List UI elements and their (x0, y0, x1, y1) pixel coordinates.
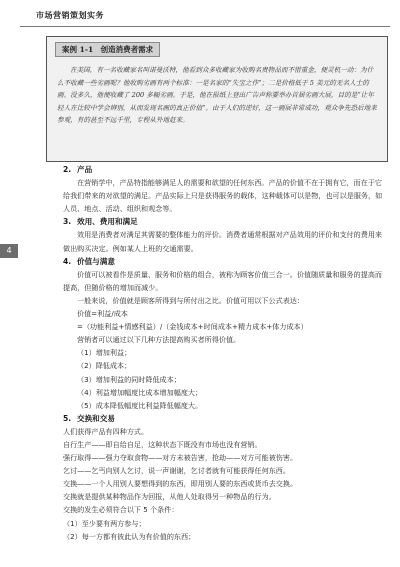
list-item: （2）降低成本； (77, 361, 132, 371)
running-header (20, 8, 390, 27)
section-number: 2. (63, 165, 72, 174)
section-heading-value (63, 255, 385, 268)
section-title: 产品 (77, 165, 93, 174)
section-title: 效用、费用和满足 (77, 217, 138, 227)
paragraph: 在营销学中，产品特指能够满足人的需要和欲望的任何东西。产品的价值不在于拥有它，而在于它给我们带来的对欲望的满足。产品实际上只是获得服务的载体，这种载体可以是物，也可以是服务，如人员、地点、活动、组织和观念等。 (63, 178, 383, 214)
case-label: 案例 1-1 创造消费者需求 (55, 42, 160, 57)
line: 交换的发生必须符合以下 5 个条件： (63, 505, 179, 515)
list-item: （4）利益增加幅度比成本增加幅度大； (77, 387, 203, 397)
formula: 价值=利益/成本 (77, 309, 128, 319)
paragraph: 人们获得产品有四种方式。 (63, 426, 149, 436)
line: 自行生产——即自给自足，这种状态下既没有市场也没有营销。 (63, 439, 262, 449)
section-number: 4. (63, 256, 72, 266)
main-content (63, 163, 385, 543)
section-title: 价值与满意 (77, 256, 115, 266)
section-number: 5. (63, 413, 72, 423)
case-study-box (46, 36, 388, 162)
paragraph: 一般来说，价值就是顾客所得到与所付出之比。价值可用以下公式表达： (77, 295, 304, 305)
list-item: （1）至少要有两方参与； (63, 518, 146, 528)
list-item: （2）每一方都有彼此认为有价值的东西； (63, 531, 196, 541)
paragraph: 价值可以被看作是质量、服务和价格的组合，被称为顾客价值三合一。价值随质量和服务的提高而提高，但随价格的增加而减少。 (63, 269, 383, 292)
formula: =（功能利益+情感利益）/（金钱成本+时间成本+精力成本+体力成本） (77, 322, 308, 332)
list-item: （3）增加利益的同时降低成本； (77, 374, 181, 384)
section-heading-utility (63, 215, 385, 228)
list-item: （5）成本降低幅度比利益降低幅度大。 (77, 400, 203, 410)
paragraph: 营销者可以通过以下几种方法提高购买者所得价值。 (77, 335, 241, 345)
line: 乞讨——乞丐向别人乞讨，说一声谢谢，乞讨者就有可能获得任何东西。 (63, 466, 290, 476)
section-heading-exchange (63, 412, 385, 425)
section-heading-product (63, 163, 385, 176)
section-number: 3. (63, 217, 72, 227)
header-title: 市场营销策划实务 (36, 11, 104, 20)
page-number-tab: 4 (0, 244, 18, 258)
paragraph: 效用是消费者对满足其需要的整体能力的评价。消费者通常根据对产品效用的评价和支付的费用来做出购买决定。例如某人上班的交通需要。 (63, 230, 383, 253)
section-title: 交换和交易 (77, 413, 115, 423)
list-item: （1）增加利益； (77, 348, 132, 358)
line: 强行取得——强力夺取食物——对方未被告害，抢劫——对方可能被伤害。 (63, 453, 298, 463)
case-text: 在美国，有一名收藏家名叫诺曼沃特，他看到众多收藏家为收购名贵物品而不惜重金，便灵机一动：为什么不收藏一些劣画呢？他收购劣画有两个标准：一是名家的“失宝之作”；二是价格低于 5 美元的无名人士的画。没多久，他便收藏了 200 多幅劣画。于是，他在报纸上登出广告声称要举办首届劣画大展，目的是“让年轻人在比较中学会辨别，从而发现名画的真正价值”。由于人们的逆好，这一画展非常成功，观众争先恐后地来参观，有的甚至不远千里，专程从外地赶来。 (57, 66, 377, 125)
line: 交换就是提供某种物品作为回报，从他人处取得另一种物品的行为。 (63, 492, 276, 502)
line: 交换——一个人用别人要想得到的东西，即用别人要的东西或货币去交换。 (63, 479, 298, 489)
